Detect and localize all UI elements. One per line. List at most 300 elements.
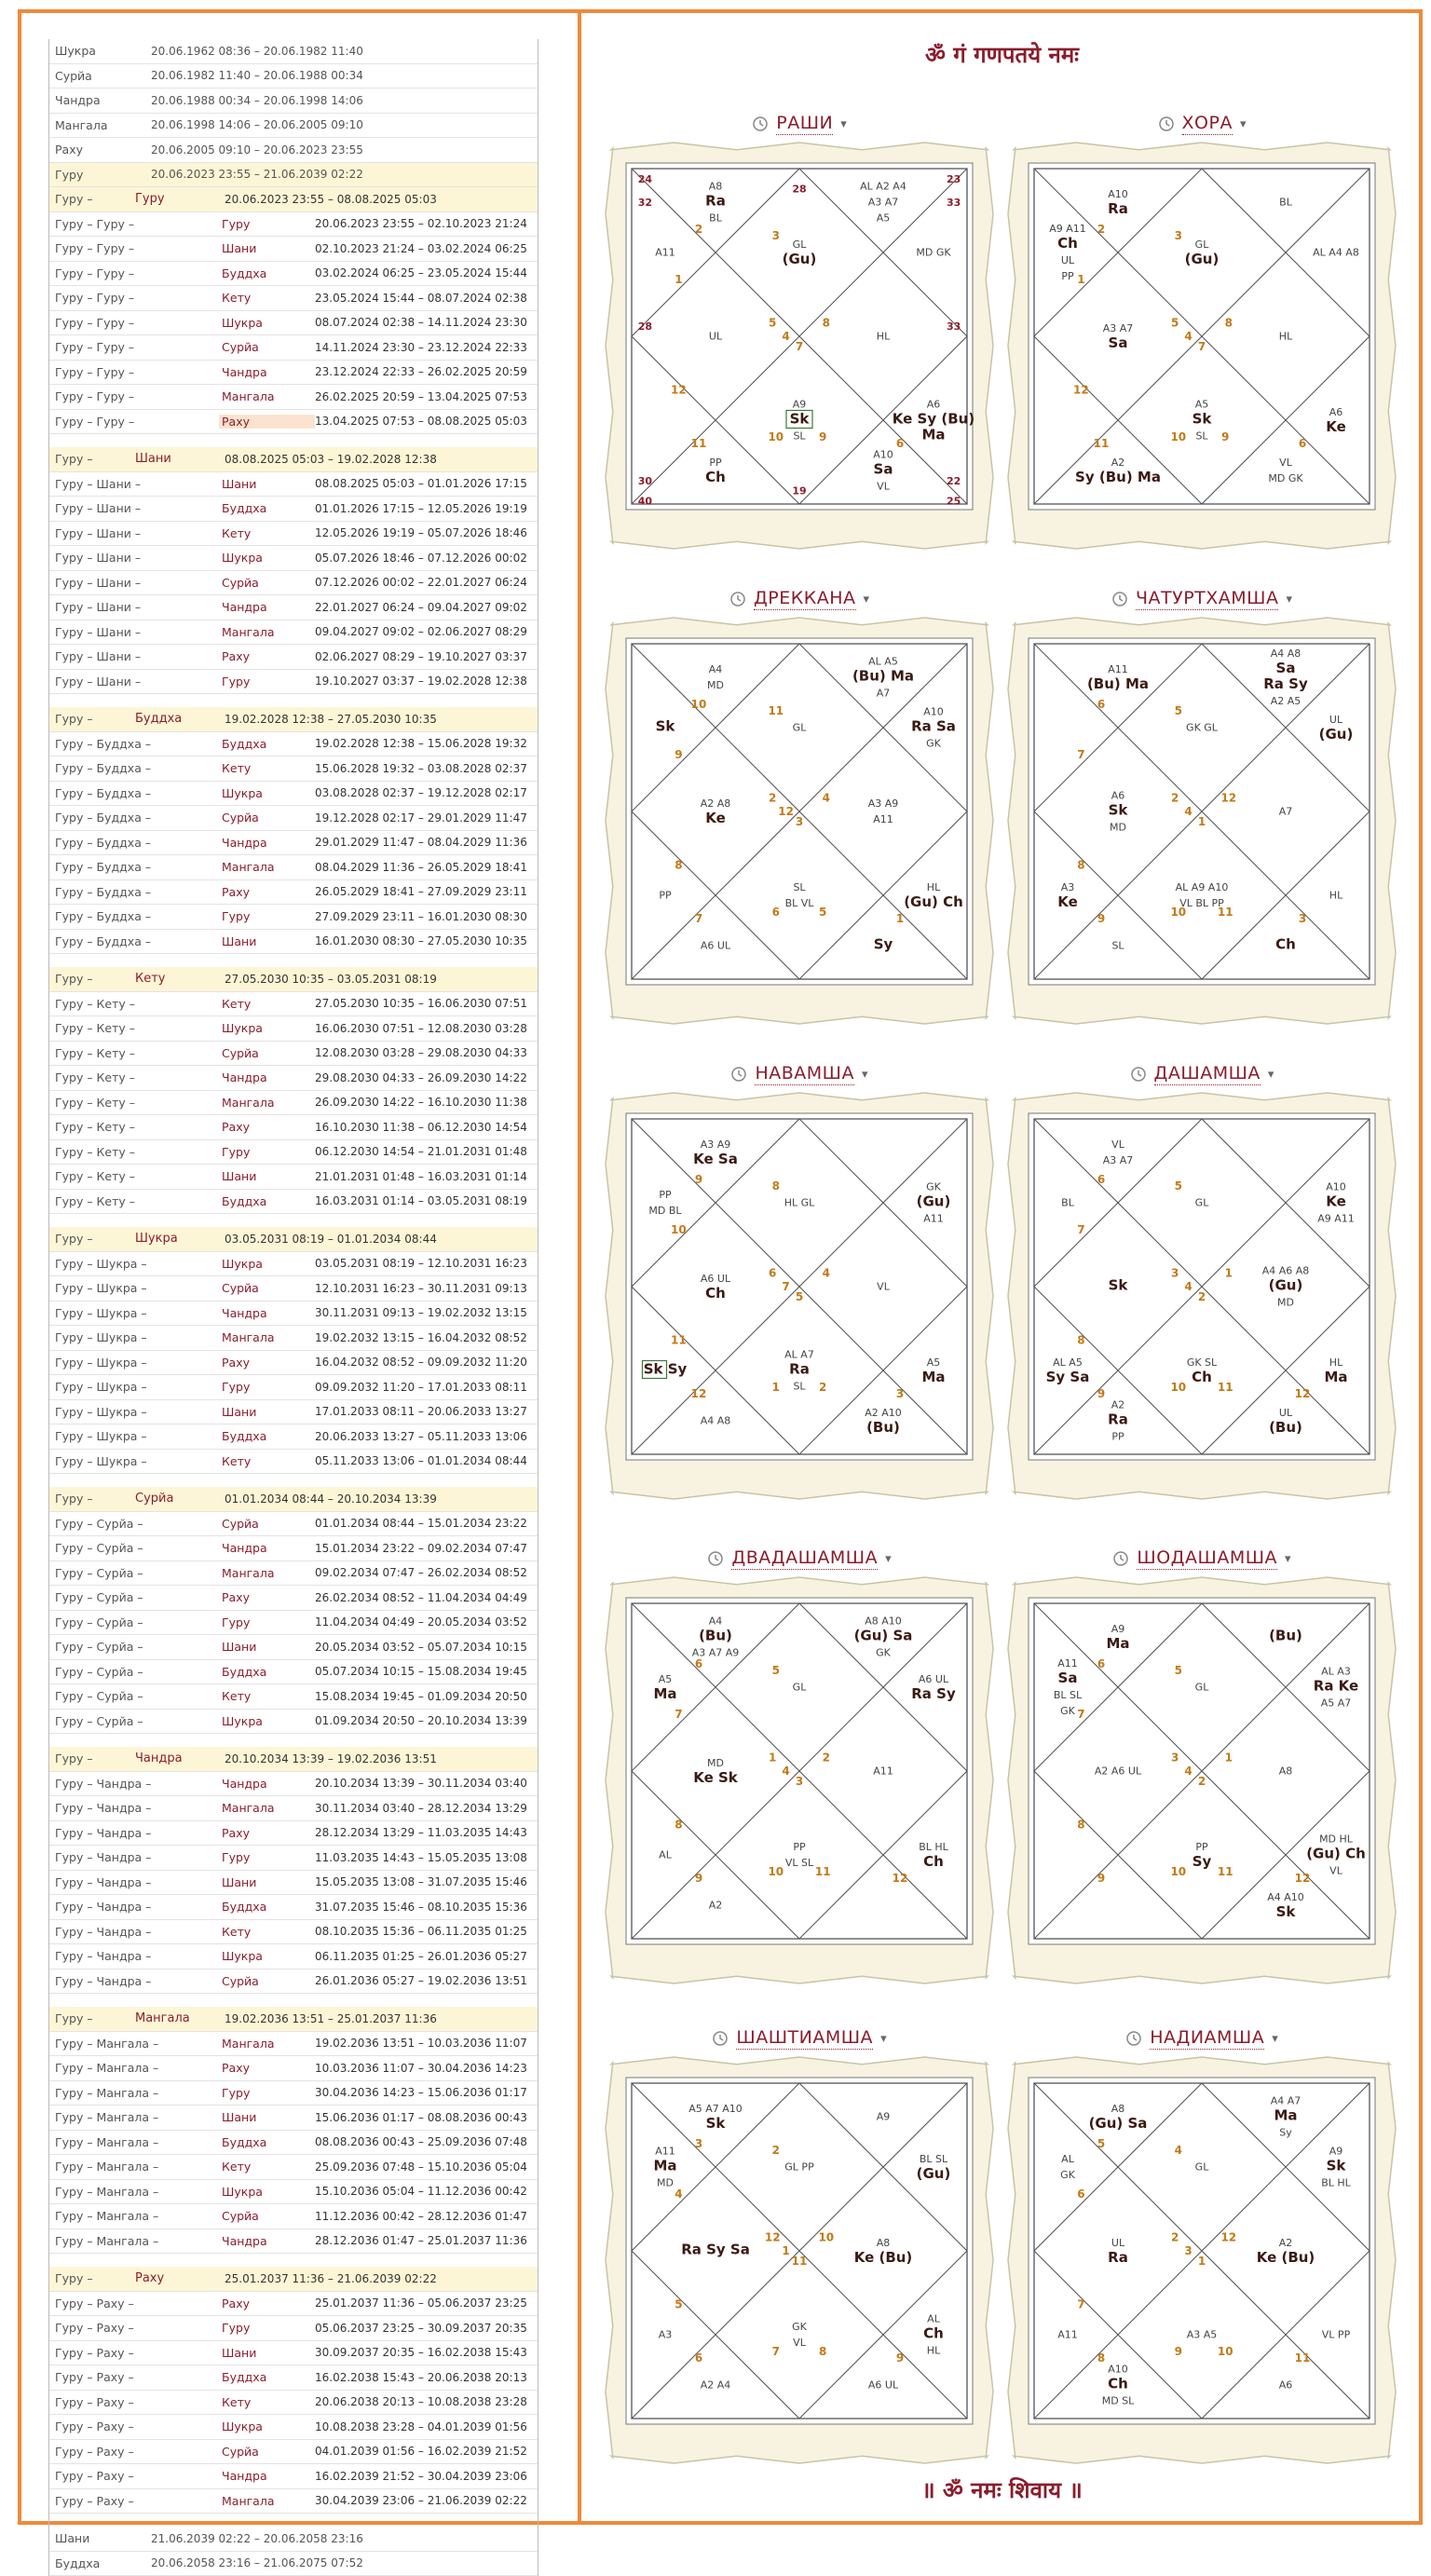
pratyantar-dasha-row[interactable]: [49, 2056, 538, 2081]
special-point: HL GL: [784, 1197, 815, 1209]
planet-name: Буддха: [219, 1429, 315, 1443]
chart-header[interactable]: [604, 1542, 995, 1575]
sign-number: 6: [1097, 698, 1105, 711]
pratyantar-dasha-row[interactable]: [49, 522, 538, 547]
period: 20.06.2058 23:16 – 21.06.2075 07:52: [151, 2556, 363, 2569]
pratyantar-dasha-row[interactable]: [49, 1586, 538, 1611]
pratyantar-dasha-row[interactable]: [49, 2440, 538, 2465]
dasha-label: Гуру – Кету –: [49, 1021, 219, 1035]
special-point: MD BL: [648, 1205, 682, 1217]
sign-number: 10: [691, 698, 707, 711]
special-point: A9: [877, 2111, 891, 2123]
planet-label: Ma: [653, 2158, 676, 2174]
pratyantar-dasha-row[interactable]: [49, 1302, 538, 1327]
period: 19.12.2028 02:17 – 29.01.2029 11:47: [315, 811, 527, 825]
pratyantar-dasha-row[interactable]: [49, 2292, 538, 2317]
sign-number: 6: [1077, 2188, 1084, 2201]
planet-label: Ra Sy: [911, 1685, 956, 1702]
planet-label: (Bu): [699, 1628, 732, 1644]
sign-number: 3: [796, 1775, 803, 1788]
special-point: A4: [709, 663, 723, 675]
sign-number: 10: [671, 1223, 687, 1236]
special-point: MD: [707, 1757, 724, 1769]
dasha-label: Гуру – Шукра –: [49, 1330, 219, 1344]
degree-label: 28: [792, 184, 806, 196]
header-invocation: ॐ गं गणपतये नमः: [581, 39, 1423, 70]
antar-dasha-row[interactable]: [49, 967, 538, 992]
planet-label: (Bu): [1269, 1628, 1302, 1644]
chart-title[interactable]: ДВАДАШАМША: [731, 1547, 878, 1570]
chart-header[interactable]: [1006, 582, 1397, 616]
period: 20.10.2034 13:39 – 19.02.2036 13:51: [225, 1752, 437, 1765]
chevron-down-icon[interactable]: ▾: [840, 117, 847, 131]
antar-dasha-row[interactable]: [49, 707, 538, 732]
table-gap: [49, 434, 538, 447]
sign-number: 4: [782, 330, 789, 343]
pratyantar-dasha-row[interactable]: [49, 1536, 538, 1561]
special-point: A6 UL: [701, 1273, 731, 1285]
special-point: SL: [793, 430, 806, 443]
special-point: VL SL: [785, 1857, 814, 1869]
dasha-label: Гуру – Шукра –: [49, 1380, 219, 1394]
antar-dasha-row[interactable]: [49, 1747, 538, 1772]
dasha-label: Гуру – Гуру –: [49, 241, 219, 255]
pratyantar-dasha-row[interactable]: [49, 2391, 538, 2416]
special-point: A4 A8: [1271, 647, 1302, 660]
planet-name: Кету: [219, 526, 315, 540]
planet-name: Буддха: [219, 2370, 315, 2384]
period: 25.09.2036 07:48 – 15.10.2036 05:04: [315, 2160, 527, 2174]
planet-name: Буддха: [219, 2135, 315, 2149]
chevron-down-icon[interactable]: ▾: [885, 1552, 892, 1566]
clock-icon[interactable]: [1125, 2030, 1142, 2047]
special-point: HL: [927, 881, 941, 893]
pratyantar-dasha-row[interactable]: [49, 1635, 538, 1660]
pratyantar-dasha-row[interactable]: [49, 595, 538, 620]
dasha-label: Гуру – Буддха –: [49, 860, 219, 874]
pratyantar-dasha-row[interactable]: [49, 571, 538, 596]
special-point: A10: [923, 706, 944, 718]
chart-title[interactable]: ШАШТИАМША: [736, 2027, 873, 2050]
sign-number: 10: [1170, 430, 1186, 443]
dasha-label: Гуру –: [49, 1232, 135, 1246]
planet-name: Мангала: [219, 1566, 315, 1580]
planet-name: Гуру: [219, 909, 315, 923]
maha-dasha-row[interactable]: [49, 114, 538, 139]
special-point: VL: [1329, 1865, 1343, 1877]
dasha-label: Гуру – Кету –: [49, 1046, 219, 1060]
pratyantar-dasha-row[interactable]: [49, 1252, 538, 1277]
chart-title[interactable]: НАВАМША: [755, 1063, 854, 1085]
pratyantar-dasha-row[interactable]: [49, 2365, 538, 2391]
antar-dasha-row[interactable]: [49, 2007, 538, 2032]
sign-number: 11: [671, 1334, 687, 1347]
degree-label: 24: [638, 173, 653, 185]
pratyantar-dasha-row[interactable]: [49, 1660, 538, 1685]
pratyantar-dasha-row[interactable]: [49, 472, 538, 497]
planet-label: (Gu): [783, 251, 817, 267]
planet-label: Sk: [1327, 2158, 1347, 2174]
chart-title[interactable]: ЧАТУРТХАМША: [1136, 588, 1279, 610]
pratyantar-dasha-row[interactable]: [49, 2464, 538, 2489]
degree-label: 30: [638, 475, 653, 487]
maha-dasha-row[interactable]: [49, 138, 538, 163]
clock-icon[interactable]: [707, 1550, 724, 1567]
chart-header[interactable]: [604, 107, 995, 141]
antar-dasha-row[interactable]: [49, 1487, 538, 1512]
pratyantar-dasha-row[interactable]: [49, 497, 538, 522]
chart-title[interactable]: ХОРА: [1182, 113, 1233, 135]
planet-name: Мангала: [135, 2011, 225, 2025]
sign-number: 12: [691, 1387, 707, 1400]
chart-card: [604, 2022, 995, 2465]
antar-dasha-row[interactable]: [49, 447, 538, 472]
pratyantar-dasha-row[interactable]: [49, 1796, 538, 1821]
chevron-down-icon[interactable]: ▾: [1272, 2032, 1278, 2046]
pratyantar-dasha-row[interactable]: [49, 410, 538, 435]
dasha-label: Гуру – Гуру –: [49, 217, 219, 231]
pratyantar-dasha-row[interactable]: [49, 732, 538, 757]
chevron-down-icon[interactable]: ▾: [1285, 1552, 1291, 1566]
dasha-label: Гуру – Чандра –: [49, 1777, 219, 1791]
pratyantar-dasha-row[interactable]: [49, 546, 538, 571]
chart-header[interactable]: [1006, 1542, 1397, 1575]
dasha-label: Гуру – Буддха –: [49, 909, 219, 923]
period: 20.06.2023 23:55 – 08.08.2025 05:03: [225, 193, 437, 206]
planet-label: Sa: [1058, 1670, 1078, 1686]
sign-number: 2: [695, 223, 702, 236]
special-point: UL: [1111, 2237, 1125, 2249]
sign-number: 1: [1198, 815, 1206, 828]
chart-card: [1006, 107, 1397, 551]
chart-header[interactable]: [1006, 2022, 1397, 2055]
period: 06.11.2035 01:25 – 26.01.2036 05:27: [315, 1950, 527, 1963]
dasha-label: Гуру – Шукра –: [49, 1281, 219, 1295]
dasha-label: Гуру – Чандра –: [49, 1974, 219, 1988]
pratyantar-dasha-row[interactable]: [49, 2204, 538, 2229]
special-point: GL: [1195, 1197, 1210, 1209]
chevron-down-icon[interactable]: ▾: [1268, 1068, 1274, 1082]
planet-name: Раху: [135, 2271, 225, 2285]
sign-number: 7: [772, 2345, 780, 2358]
pratyantar-dasha-row[interactable]: [49, 670, 538, 695]
pratyantar-dasha-row[interactable]: [49, 1772, 538, 1797]
pratyantar-dasha-row[interactable]: [49, 1042, 538, 1067]
pratyantar-dasha-row[interactable]: [49, 1450, 538, 1475]
pratyantar-dasha-row[interactable]: [49, 1066, 538, 1091]
period: 10.08.2038 23:28 – 04.01.2039 01:56: [315, 2420, 527, 2433]
special-point: GL: [793, 239, 808, 251]
maha-dasha-row[interactable]: [49, 89, 538, 114]
sign-number: 9: [675, 748, 682, 761]
sign-number: 6: [1097, 1657, 1105, 1670]
chevron-down-icon[interactable]: ▾: [880, 2032, 887, 2046]
antar-dasha-row[interactable]: [49, 187, 538, 212]
clock-icon[interactable]: [729, 591, 746, 607]
sign-number: 4: [782, 1765, 789, 1778]
chevron-down-icon[interactable]: ▾: [862, 1068, 868, 1082]
chart-header[interactable]: [1006, 107, 1397, 141]
pratyantar-dasha-row[interactable]: [49, 806, 538, 831]
pratyantar-dasha-row[interactable]: [49, 1561, 538, 1587]
current-maha-dasha-row[interactable]: [49, 163, 538, 188]
special-point: A4 A6 A8: [1262, 1265, 1310, 1277]
pratyantar-dasha-row[interactable]: [49, 2106, 538, 2131]
clock-icon[interactable]: [1158, 116, 1175, 132]
special-point: MD SL: [1102, 2395, 1135, 2407]
pratyantar-dasha-row[interactable]: [49, 1611, 538, 1636]
planet-label: Ke: [1326, 418, 1346, 435]
pratyantar-dasha-row[interactable]: [49, 2341, 538, 2366]
special-point: GK: [1060, 1705, 1076, 1717]
special-point: A9 A11: [1049, 223, 1086, 235]
clock-icon[interactable]: [752, 116, 769, 132]
pratyantar-dasha-row[interactable]: [49, 620, 538, 646]
dasha-label: Гуру – Шани –: [49, 625, 219, 639]
period: 27.05.2030 10:35 – 03.05.2031 08:19: [225, 973, 437, 986]
chart-header[interactable]: [604, 582, 995, 616]
pratyantar-dasha-row[interactable]: [49, 335, 538, 361]
dasha-label: Гуру –: [49, 452, 135, 466]
pratyantar-dasha-row[interactable]: [49, 905, 538, 930]
pratyantar-dasha-row[interactable]: [49, 1871, 538, 1896]
planet-name: Кету: [219, 1925, 315, 1939]
pratyantar-dasha-row[interactable]: [49, 992, 538, 1017]
special-point: A8: [1279, 1765, 1293, 1778]
dasha-label: Гуру – Мангала –: [49, 2209, 219, 2223]
planet-label: Ra Sy: [1263, 675, 1308, 692]
planet-name: Шани: [219, 1169, 315, 1183]
sign-number: 9: [1175, 2345, 1182, 2358]
clock-icon[interactable]: [730, 1066, 747, 1083]
special-point: A2: [709, 1900, 723, 1912]
sign-number: 2: [819, 1381, 826, 1394]
pratyantar-dasha-row[interactable]: [49, 1944, 538, 1969]
sign-number: 12: [1073, 384, 1089, 397]
planet-name: Раху: [219, 885, 315, 899]
period: 30.04.2036 14:23 – 15.06.2036 01:17: [315, 2086, 527, 2099]
pratyantar-dasha-row[interactable]: [49, 1351, 538, 1376]
sign-number: 7: [1077, 748, 1084, 761]
pratyantar-dasha-row[interactable]: [49, 1375, 538, 1400]
planet-name: Чандра: [219, 836, 315, 850]
antar-dasha-row[interactable]: [49, 2267, 538, 2292]
special-point: A3: [1061, 881, 1075, 893]
chart-header[interactable]: [604, 2022, 995, 2055]
planet-label: Sk: [1276, 1903, 1297, 1920]
pratyantar-dasha-row[interactable]: [49, 361, 538, 386]
pratyantar-dasha-row[interactable]: [49, 1276, 538, 1302]
period: 08.08.2025 05:03 – 19.02.2028 12:38: [225, 453, 437, 466]
period: 03.08.2028 02:37 – 19.12.2028 02:17: [315, 786, 527, 799]
special-point: A11: [1057, 2329, 1078, 2341]
pratyantar-dasha-row[interactable]: [49, 2489, 538, 2515]
period: 19.02.2036 13:51 – 25.01.2037 11:36: [225, 2012, 437, 2025]
chart-diagram: [1006, 1091, 1397, 1501]
chart-header[interactable]: [604, 1057, 995, 1091]
period: 01.01.2034 08:44 – 20.10.2034 13:39: [225, 1492, 437, 1506]
planet-label: Sa: [1276, 660, 1296, 676]
chart-title[interactable]: ДАШАМША: [1154, 1063, 1261, 1085]
special-point: A5: [877, 212, 891, 225]
special-point: MD: [1277, 1297, 1294, 1309]
special-point: BL: [1279, 197, 1293, 209]
sign-number: 4: [1184, 805, 1192, 818]
dasha-label: Гуру – Гуру –: [49, 266, 219, 280]
special-point: BL HL: [1321, 2177, 1351, 2189]
pratyantar-dasha-row[interactable]: [49, 831, 538, 856]
dasha-label: Гуру –: [49, 712, 135, 726]
pratyantar-dasha-row[interactable]: [49, 2229, 538, 2255]
planet-name: Чандра: [219, 1306, 315, 1320]
sign-number: 8: [1077, 859, 1084, 872]
pratyantar-dasha-row[interactable]: [49, 1710, 538, 1735]
clock-icon[interactable]: [1111, 591, 1128, 607]
planet-label: Ch: [705, 469, 726, 485]
period: 02.10.2023 21:24 – 03.02.2024 06:25: [315, 242, 527, 255]
special-point: SL: [1195, 430, 1208, 443]
chart-diagram: [604, 1091, 995, 1501]
planet-name: Раху: [219, 2061, 315, 2075]
pratyantar-dasha-row[interactable]: [49, 2081, 538, 2106]
clock-icon[interactable]: [1130, 1066, 1147, 1083]
sign-number: 3: [695, 2137, 702, 2150]
planet-label: Ra: [705, 193, 726, 210]
maha-dasha-row[interactable]: [49, 39, 538, 64]
planet-label: (Gu): [1269, 1277, 1303, 1294]
pratyantar-dasha-row[interactable]: [49, 782, 538, 807]
maha-dasha-row[interactable]: [49, 2552, 538, 2576]
pratyantar-dasha-row[interactable]: [49, 880, 538, 906]
sign-number: 4: [1184, 1280, 1192, 1293]
special-point: A7: [877, 688, 891, 700]
chart-header[interactable]: [1006, 1057, 1397, 1091]
dasha-label: Гуру –: [49, 2271, 135, 2285]
planet-name: Раху: [219, 2297, 315, 2310]
planet-name: Чандра: [219, 600, 315, 614]
pratyantar-dasha-row[interactable]: [49, 756, 538, 782]
period: 12.08.2030 03:28 – 29.08.2030 04:33: [315, 1046, 527, 1059]
pratyantar-dasha-row[interactable]: [49, 1400, 538, 1425]
pratyantar-dasha-row[interactable]: [49, 1846, 538, 1871]
dasha-label: Гуру – Буддха –: [49, 885, 219, 899]
sign-number: 11: [792, 2255, 808, 2268]
pratyantar-dasha-row[interactable]: [49, 2316, 538, 2341]
pratyantar-dasha-row[interactable]: [49, 1512, 538, 1537]
planet-name: Буддха: [219, 1665, 315, 1679]
special-point: HL: [1279, 331, 1293, 343]
pratyantar-dasha-row[interactable]: [49, 2180, 538, 2205]
planet-name: Гуру: [219, 217, 315, 231]
planet-name: Шукра: [219, 1257, 315, 1271]
pratyantar-dasha-row[interactable]: [49, 1684, 538, 1710]
special-point: PP: [659, 1189, 672, 1201]
chart-title[interactable]: РАШИ: [776, 113, 833, 135]
dasha-label: Гуру – Раху –: [49, 2321, 219, 2335]
planet-label: (Gu) Ch: [1306, 1846, 1366, 1862]
dasha-label: Гуру –: [49, 192, 135, 206]
chart-title[interactable]: ДРЕККАНА: [754, 588, 856, 610]
special-point: A7: [1279, 806, 1293, 818]
planet-name: Шани: [135, 452, 225, 466]
pratyantar-dasha-row[interactable]: [49, 2155, 538, 2180]
sign-number: 11: [768, 704, 784, 717]
pratyantar-dasha-row[interactable]: [49, 1115, 538, 1140]
sign-number: 6: [695, 1657, 702, 1670]
pratyantar-dasha-row[interactable]: [49, 237, 538, 262]
pratyantar-dasha-row[interactable]: [49, 286, 538, 311]
pratyantar-dasha-row[interactable]: [49, 1821, 538, 1847]
chevron-down-icon[interactable]: ▾: [1286, 593, 1292, 607]
pratyantar-dasha-row[interactable]: [49, 212, 538, 238]
pratyantar-dasha-row[interactable]: [49, 1969, 538, 1995]
pratyantar-dasha-row[interactable]: [49, 1165, 538, 1190]
chart-diagram: [1006, 1575, 1397, 1985]
pratyantar-dasha-row[interactable]: [49, 1895, 538, 1920]
special-point: AL A2 A4: [860, 181, 906, 193]
chart-title[interactable]: НАДИАМША: [1150, 2027, 1264, 2050]
maha-dasha-row[interactable]: [49, 64, 538, 89]
planet-label: Sk: [1109, 1277, 1129, 1294]
pratyantar-dasha-row[interactable]: [49, 1016, 538, 1042]
pratyantar-dasha-row[interactable]: [49, 2032, 538, 2057]
pratyantar-dasha-row[interactable]: [49, 1326, 538, 1351]
sign-number: 7: [1077, 2298, 1084, 2311]
clock-icon[interactable]: [1112, 1550, 1129, 1567]
chevron-down-icon[interactable]: ▾: [1240, 117, 1247, 131]
special-point: GL: [1195, 2161, 1210, 2174]
pratyantar-dasha-row[interactable]: [49, 2415, 538, 2440]
clock-icon[interactable]: [712, 2030, 729, 2047]
chevron-down-icon[interactable]: ▾: [864, 593, 870, 607]
chart-title[interactable]: ШОДАШАМША: [1137, 1547, 1277, 1570]
pratyantar-dasha-row[interactable]: [49, 385, 538, 410]
pratyantar-dasha-row[interactable]: [49, 1920, 538, 1945]
dasha-label: Гуру – Чандра –: [49, 1850, 219, 1864]
pratyantar-dasha-row[interactable]: [49, 2131, 538, 2156]
pratyantar-dasha-row[interactable]: [49, 930, 538, 955]
period: 26.02.2025 20:59 – 13.04.2025 07:53: [315, 390, 527, 403]
maha-dasha-row[interactable]: [49, 2527, 538, 2552]
pratyantar-dasha-row[interactable]: [49, 1424, 538, 1450]
sign-number: 5: [1175, 1664, 1182, 1677]
special-point: MD GK: [916, 247, 951, 259]
period: 04.01.2039 01:56 – 16.02.2039 21:52: [315, 2445, 527, 2458]
special-point: HL: [877, 331, 891, 343]
pratyantar-dasha-row[interactable]: [49, 1091, 538, 1116]
antar-dasha-row[interactable]: [49, 1227, 538, 1252]
pratyantar-dasha-row[interactable]: [49, 1140, 538, 1165]
special-point: A6: [1111, 790, 1125, 802]
planet-name: Шукра: [219, 1949, 315, 1963]
chart-card: [604, 1057, 995, 1501]
planet-label: Sa: [1109, 334, 1128, 351]
pratyantar-dasha-row[interactable]: [49, 645, 538, 670]
pratyantar-dasha-row[interactable]: [49, 262, 538, 287]
pratyantar-dasha-row[interactable]: [49, 855, 538, 880]
sign-number: 7: [1198, 340, 1206, 353]
planet-name: Шани: [49, 2531, 151, 2545]
pratyantar-dasha-row[interactable]: [49, 311, 538, 336]
special-point: A6: [927, 399, 941, 411]
sign-number: 2: [1198, 1290, 1206, 1303]
special-point: MD: [707, 679, 724, 691]
period: 08.08.2025 05:03 – 01.01.2026 17:15: [315, 477, 527, 490]
special-point: GL: [793, 1682, 808, 1694]
planet-label: Ma: [1274, 2107, 1297, 2124]
sign-number: 8: [823, 317, 830, 330]
pratyantar-dasha-row[interactable]: [49, 1190, 538, 1215]
